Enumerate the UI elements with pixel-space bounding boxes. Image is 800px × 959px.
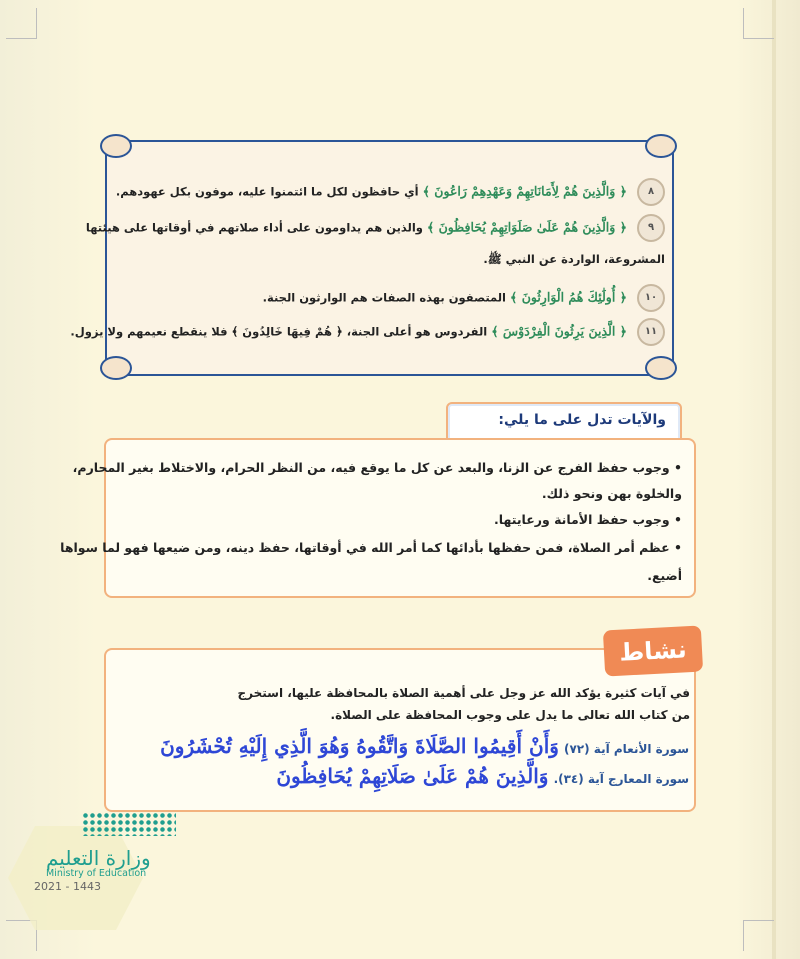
verse-number: ١٠: [637, 284, 665, 312]
verse-number: ٨: [637, 178, 665, 206]
page-binding-strip: [772, 0, 776, 959]
crop-mark: [743, 920, 774, 951]
verse-quran-text: ﴿ الَّذِينَ يَرِثُونَ الْفِرْدَوْسَ ﴾: [491, 323, 627, 339]
scroll-roll-ornament: [100, 356, 132, 380]
crop-mark: [743, 8, 774, 39]
activity-answer-line: [116, 734, 689, 758]
verse-explanation: والذين هم يداومون على أداء صلاتهم في أوقاتها على هيئتها: [85, 220, 423, 235]
scroll-roll-ornament: [645, 356, 677, 380]
verse-row: [120, 284, 665, 312]
evidence-line: • وجوب حفظ الأمانة ورعايتها.: [494, 512, 682, 527]
activity-badge: نشاط: [603, 625, 703, 676]
verse-number: ١١: [637, 318, 665, 346]
evidence-heading: والآيات تدل على ما يلي:: [498, 412, 666, 428]
sura-reference: سورة المعارج آية (٣٤).: [553, 772, 689, 786]
verse-row: [70, 318, 665, 346]
ministry-name-english: Ministry of Education: [46, 868, 147, 879]
evidence-line: • عظم أمر الصلاة، فمن حفظها بأدائها كما أمر الله في أوقاتها، حفظ دينه، ومن ضيعها فهو لما سواها: [60, 540, 682, 555]
verse-explanation: المشروعة، الواردة عن النبي ﷺ.: [483, 252, 665, 266]
verse-row: [85, 214, 665, 242]
handwritten-ayah: وَأَنْ أَقِيمُوا الصَّلَاةَ وَاتَّقُوهُ وَهُوَ الَّذِي إِلَيْهِ تُحْشَرُونَ: [160, 734, 559, 758]
sura-reference: سورة الأنعام آية (٧٢): [564, 742, 689, 756]
verse-explanation: الفردوس هو أعلى الجنة، ﴿ هُمْ فِيهَا خَالِدُونَ ﴾ فلا ينقطع نعيمهم ولا يزول.: [70, 324, 488, 339]
ministry-logo-dots: [82, 812, 176, 836]
ministry-name-arabic: وزارة التعليم: [46, 846, 151, 870]
activity-answer-line: [116, 764, 689, 788]
activity-instruction: في آيات كثيرة يؤكد الله عز وجل على أهمية الصلاة بالمحافظة عليها، استخرج: [237, 686, 690, 700]
edition-year: 2021 - 1443: [34, 880, 101, 893]
evidence-line: والخلوة بهن ونحو ذلك.: [541, 486, 682, 501]
activity-instruction: من كتاب الله تعالى ما يدل على وجوب المحافظة على الصلاة.: [330, 708, 690, 722]
verse-row-continued: [120, 252, 665, 269]
verse-number: ٩: [637, 214, 665, 242]
verse-explanation: المتصفون بهذه الصفات هم الوارثون الجنة.: [262, 290, 506, 305]
scroll-roll-ornament: [100, 134, 132, 158]
verse-quran-text: ﴿ أُولَٰئِكَ هُمُ الْوَارِثُونَ ﴾: [510, 289, 627, 305]
verse-explanation: أي حافظون لكل ما ائتمنوا عليه، موفون بكل عهودهم.: [115, 184, 419, 199]
evidence-line: أضيع.: [647, 568, 682, 583]
verse-row: [115, 178, 665, 206]
crop-mark: [6, 8, 37, 39]
verse-quran-text: ﴿ وَالَّذِينَ هُمْ لِأَمَانَاتِهِمْ وَعَهْدِهِمْ رَاعُونَ ﴾: [422, 183, 627, 199]
handwritten-ayah: وَالَّذِينَ هُمْ عَلَىٰ صَلَاتِهِمْ يُحَافِظُونَ: [276, 764, 549, 788]
evidence-line: • وجوب حفظ الفرج عن الزنا، والبعد عن كل ما يوقع فيه، من النظر الحرام، والاختلاط بغير المحارم،: [72, 460, 682, 475]
verse-quran-text: ﴿ وَالَّذِينَ هُمْ عَلَىٰ صَلَوَاتِهِمْ يُحَافِظُونَ ﴾: [426, 219, 627, 235]
scroll-roll-ornament: [645, 134, 677, 158]
